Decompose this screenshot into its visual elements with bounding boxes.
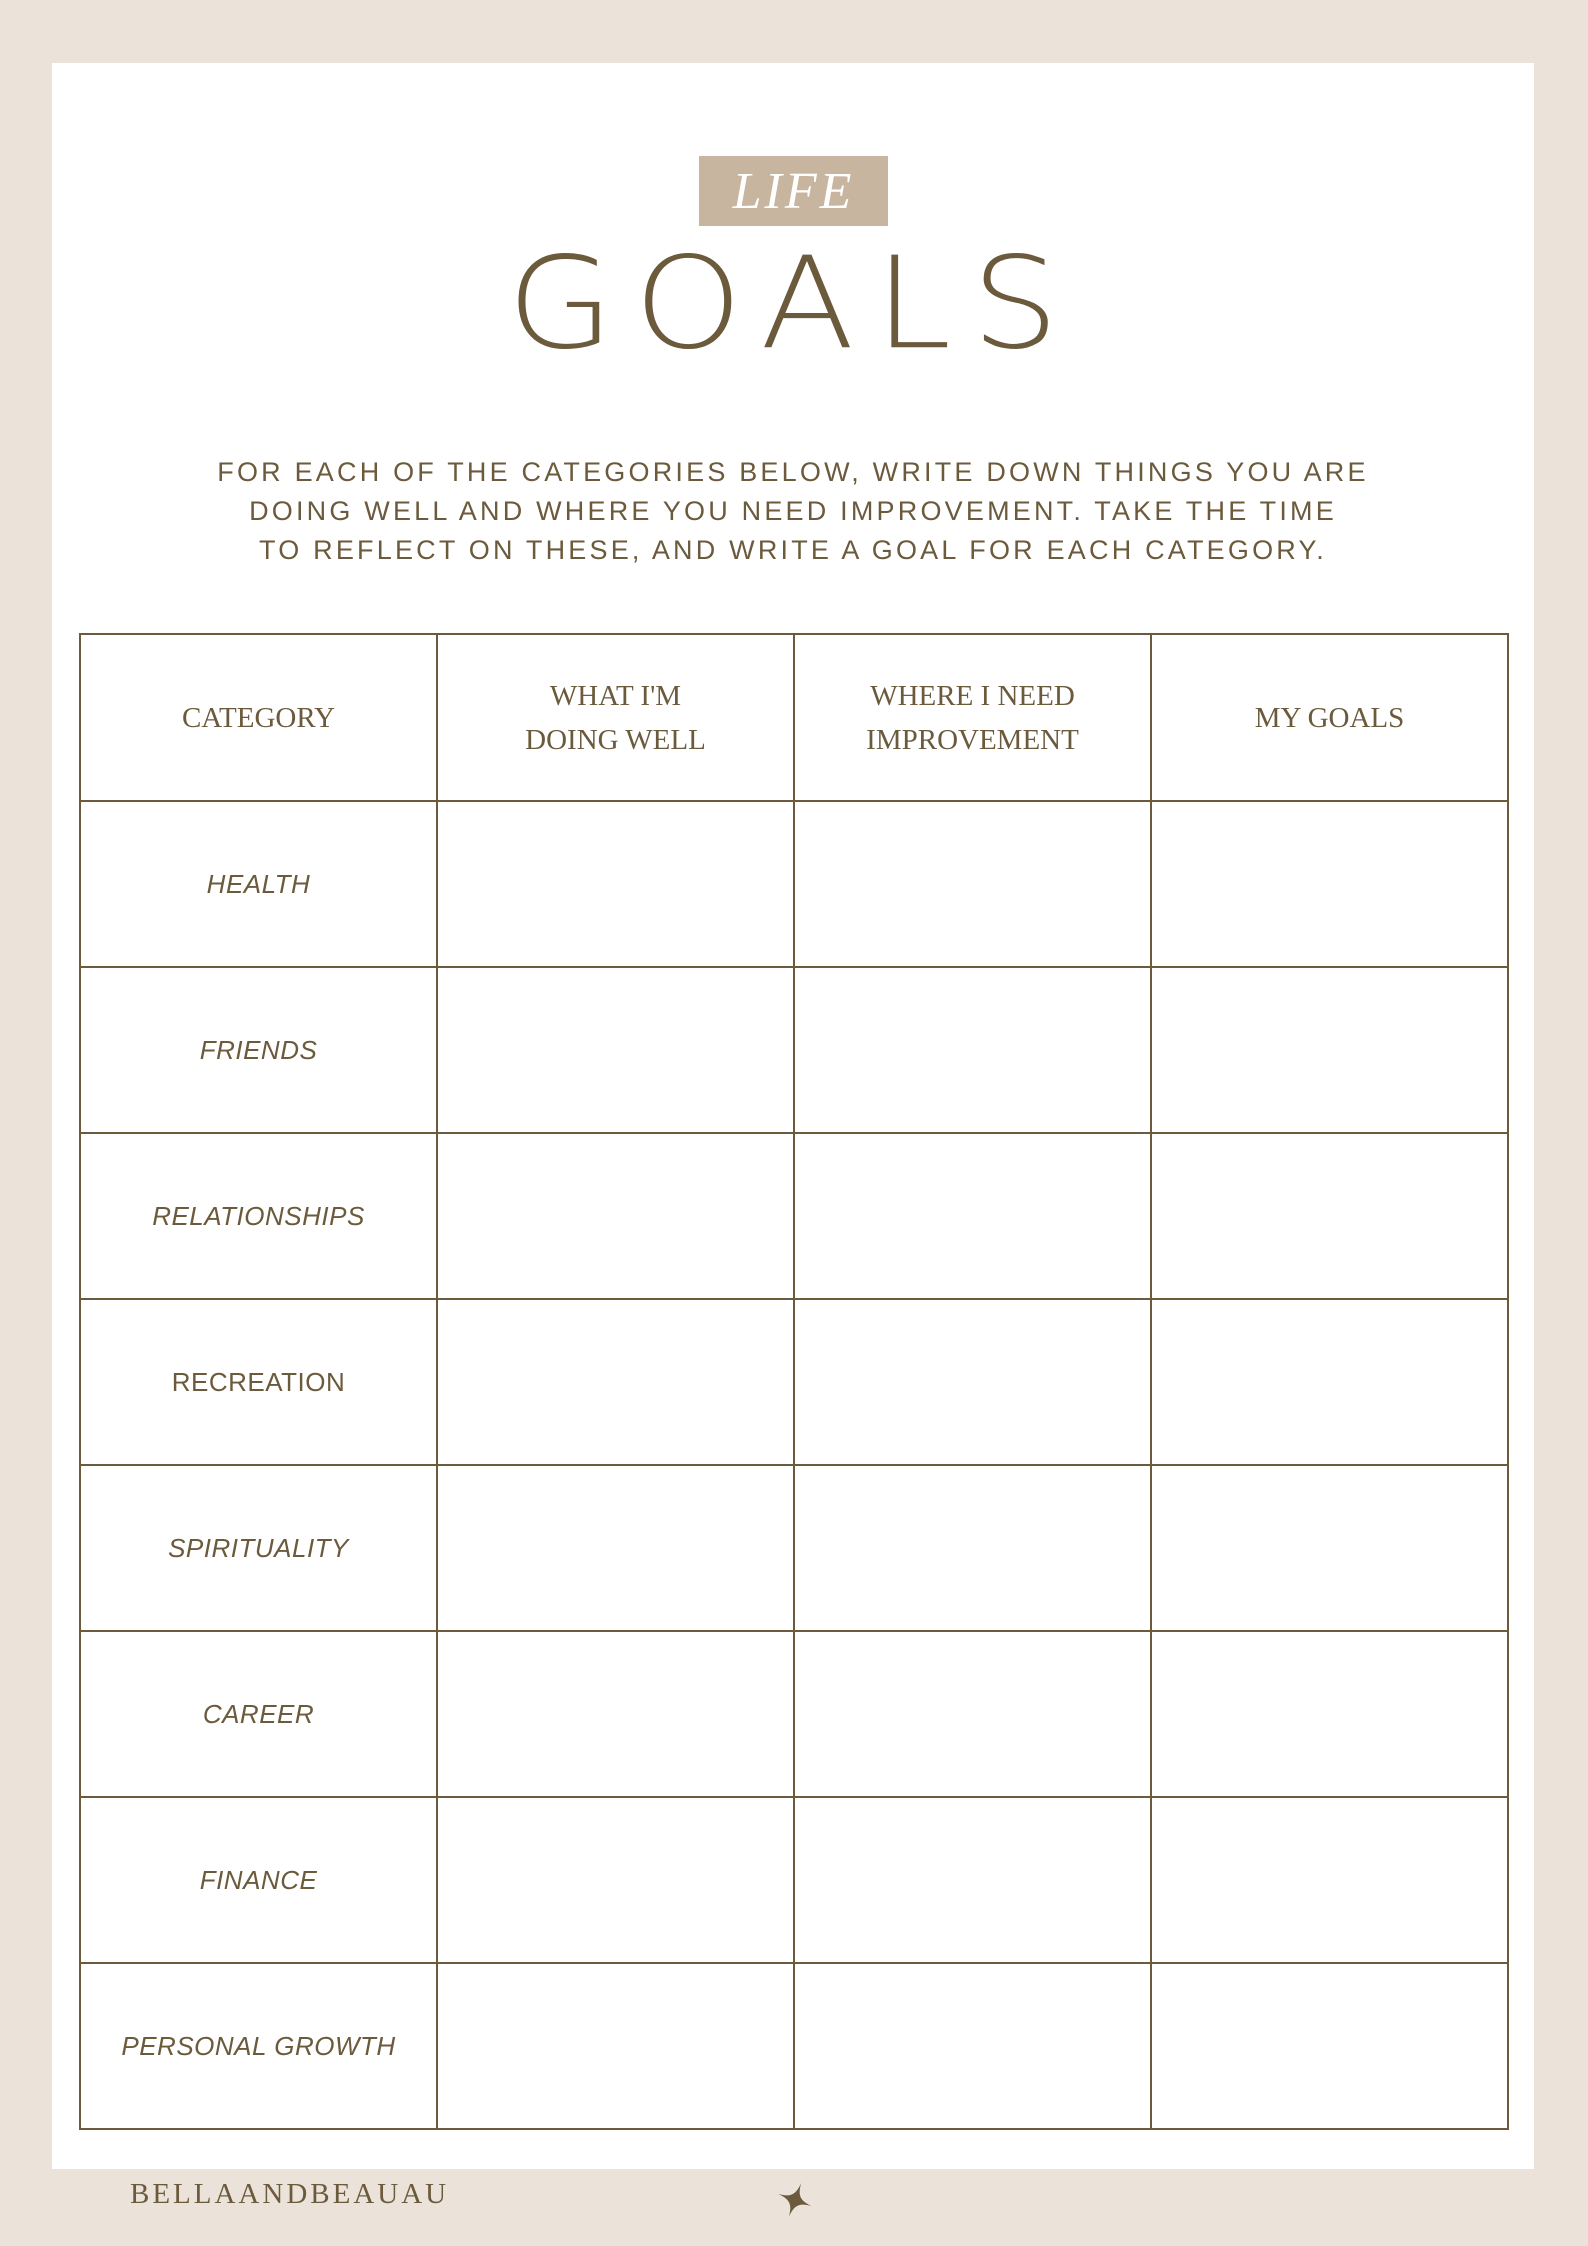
my-goals-cell[interactable] <box>1151 1299 1508 1465</box>
table-row <box>80 1133 1508 1299</box>
need-improvement-cell[interactable] <box>794 1299 1151 1465</box>
category-cell: PERSONAL GROWTH <box>80 1963 437 2129</box>
table-row <box>80 1797 1508 1963</box>
table-row <box>80 1963 1508 2129</box>
my-goals-cell[interactable] <box>1151 967 1508 1133</box>
doing-well-cell[interactable] <box>437 1963 794 2129</box>
need-improvement-cell[interactable] <box>794 1963 1151 2129</box>
table-row <box>80 967 1508 1133</box>
header-label: DOING WELL <box>525 723 706 756</box>
my-goals-cell[interactable] <box>1151 1797 1508 1963</box>
worksheet-page <box>52 63 1534 2169</box>
instructions-line: FOR EACH OF THE CATEGORIES BELOW, WRITE DOWN THINGS YOU ARE <box>217 457 1369 487</box>
need-improvement-cell[interactable] <box>794 967 1151 1133</box>
instructions-line: DOING WELL AND WHERE YOU NEED IMPROVEMENT. TAKE THE TIME <box>249 496 1337 526</box>
header-doing-well <box>437 634 794 801</box>
my-goals-cell[interactable] <box>1151 1465 1508 1631</box>
doing-well-cell[interactable] <box>437 1465 794 1631</box>
page-title: GOALS <box>506 229 1080 378</box>
doing-well-cell[interactable] <box>437 1797 794 1963</box>
table-row <box>80 1299 1508 1465</box>
category-cell: FRIENDS <box>80 967 437 1133</box>
need-improvement-cell[interactable] <box>794 801 1151 967</box>
category-cell: FINANCE <box>80 1797 437 1963</box>
sparkle-icon <box>775 2180 815 2220</box>
table-row <box>80 801 1508 967</box>
header-category <box>80 634 437 801</box>
my-goals-cell[interactable] <box>1151 801 1508 967</box>
header-label: CATEGORY <box>181 701 336 734</box>
my-goals-cell[interactable] <box>1151 1133 1508 1299</box>
table-row <box>80 1631 1508 1797</box>
table-row <box>80 1465 1508 1631</box>
my-goals-cell[interactable] <box>1151 1631 1508 1797</box>
header-need-improvement <box>794 634 1151 801</box>
brand-name: BELLAANDBEAUAU <box>130 2178 450 2210</box>
category-cell: HEALTH <box>80 801 437 967</box>
doing-well-cell[interactable] <box>437 967 794 1133</box>
table-header-row <box>80 634 1508 801</box>
life-badge: LIFE <box>699 156 888 226</box>
header-label: IMPROVEMENT <box>866 723 1079 756</box>
instructions-text <box>112 453 1474 570</box>
category-cell: RELATIONSHIPS <box>80 1133 437 1299</box>
header-my-goals <box>1151 634 1508 801</box>
doing-well-cell[interactable] <box>437 1299 794 1465</box>
category-cell: RECREATION <box>80 1299 437 1465</box>
goals-table <box>79 633 1509 2130</box>
need-improvement-cell[interactable] <box>794 1797 1151 1963</box>
doing-well-cell[interactable] <box>437 1631 794 1797</box>
need-improvement-cell[interactable] <box>794 1465 1151 1631</box>
header-label: MY GOALS <box>1254 701 1405 734</box>
my-goals-cell[interactable] <box>1151 1963 1508 2129</box>
category-cell: SPIRITUALITY <box>80 1465 437 1631</box>
need-improvement-cell[interactable] <box>794 1631 1151 1797</box>
header-label: WHAT I'M <box>549 679 682 712</box>
header-label: WHERE I NEED <box>870 679 1075 712</box>
instructions-line: TO REFLECT ON THESE, AND WRITE A GOAL FOR EACH CATEGORY. <box>259 535 1327 565</box>
doing-well-cell[interactable] <box>437 801 794 967</box>
doing-well-cell[interactable] <box>437 1133 794 1299</box>
need-improvement-cell[interactable] <box>794 1133 1151 1299</box>
category-cell: CAREER <box>80 1631 437 1797</box>
